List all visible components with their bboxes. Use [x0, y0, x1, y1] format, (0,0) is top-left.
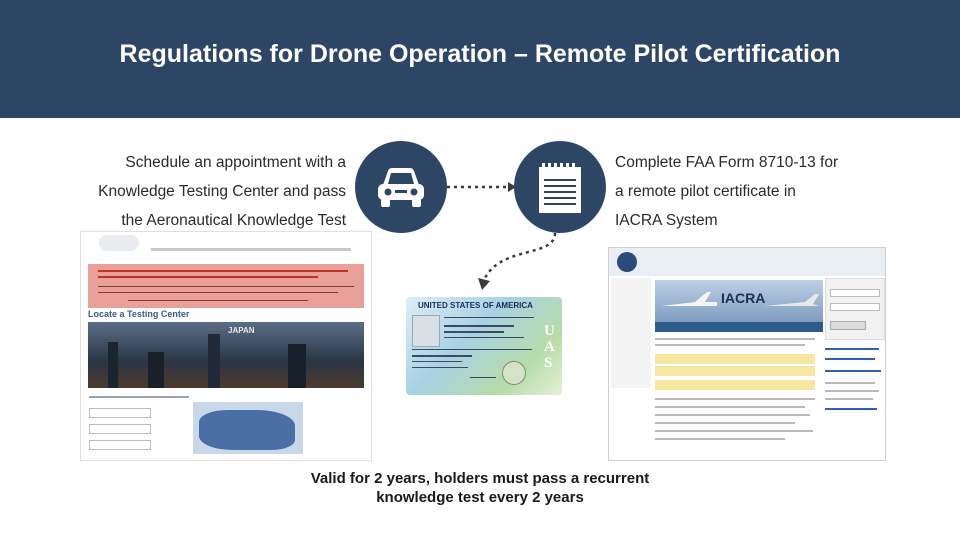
validity-note — [280, 469, 680, 507]
horizontal-arrowhead — [508, 182, 516, 192]
left-line-1: Schedule an appointment with a — [125, 154, 346, 171]
us-map — [193, 402, 303, 454]
nav-bar — [151, 248, 351, 251]
iacra-notice-2 — [655, 366, 815, 376]
iacra-sidebar — [611, 278, 651, 388]
left-line-2: Knowledge Testing Center and pass — [98, 183, 346, 200]
curved-arrowhead — [478, 278, 490, 290]
curved-connector — [484, 233, 555, 280]
left-line-3: the Aeronautical Knowledge Test — [121, 212, 346, 229]
locate-testing-center-heading: Locate a Testing Center — [88, 309, 364, 321]
right-line-3: IACRA System — [615, 212, 718, 229]
iacra-login-box — [825, 278, 885, 340]
validity-line-1: Valid for 2 years, holders must pass a recurrent — [310, 470, 650, 487]
right-line-1: Complete FAA Form 8710-13 for — [615, 154, 839, 171]
online-registration-banner — [88, 264, 364, 308]
license-photo — [412, 315, 440, 347]
iacra-title: IACRA — [721, 290, 766, 306]
remote-pilot-license-card — [406, 297, 562, 395]
city-label: JAPAN — [228, 326, 255, 335]
slide-title: Regulations for Drone Operation – Remote Pilot Certification — [119, 40, 841, 68]
license-country: UNITED STATES OF AMERICA — [418, 301, 533, 310]
iacra-notice-1 — [655, 354, 815, 364]
iacra-screenshot — [608, 247, 886, 461]
license-uas-text: U A S — [544, 323, 555, 371]
iacra-notice-3 — [655, 380, 815, 390]
city-skyline-photo — [88, 322, 364, 388]
location-input — [89, 408, 151, 418]
psi-logo — [99, 235, 139, 251]
testing-center-screenshot — [80, 231, 372, 461]
distance-input — [89, 424, 151, 434]
faa-seal — [617, 252, 637, 272]
validity-line-2: knowledge test every 2 years — [376, 489, 584, 506]
iacra-subtitle-bar — [655, 322, 823, 332]
license-seal — [502, 361, 526, 385]
right-line-2: a remote pilot certificate in — [615, 183, 796, 200]
iacra-header — [609, 248, 885, 276]
number-input — [89, 440, 151, 450]
